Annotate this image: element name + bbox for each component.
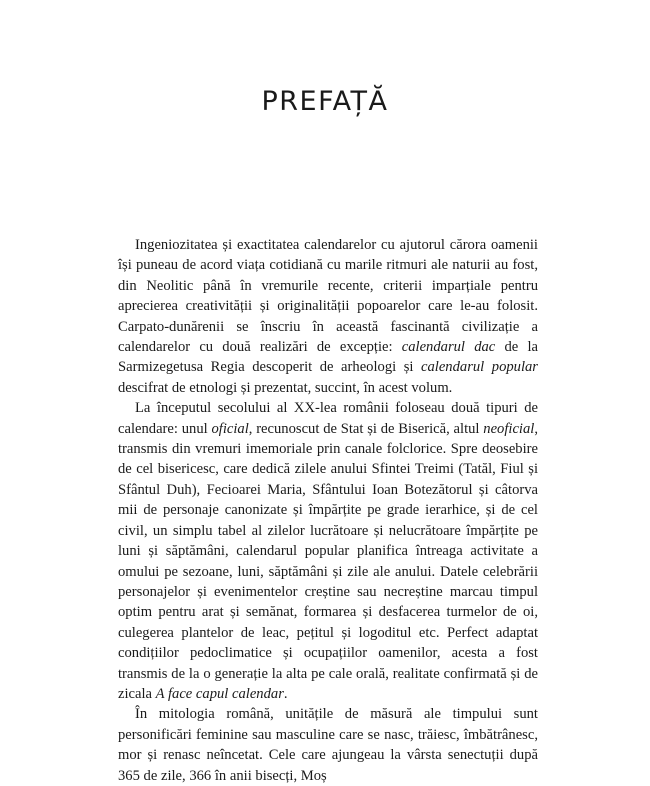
italic-phrase: calendarul popular xyxy=(421,359,538,376)
body-text xyxy=(118,235,538,786)
text-run: . xyxy=(283,685,288,702)
paragraph xyxy=(118,704,538,786)
text-run: descifrat de etnologi și prezentat, succint, în acest volum. xyxy=(118,379,453,396)
text-run: , transmis din vremuri imemoriale prin canale folclorice. Spre deosebire de cel bisericesc, care dedică zilele anului Sfintei Treimi (Tatăl, Fiul și Sfântul Duh), Fecioarei Maria, Sfântului Ioan Botezătorul și câtorva mii de personaje canonizate și împărțite pe grade ierarhice, și de cel civil, un simplu tabel al zilelor lucrătoare și nelucrătoare împărțite pe luni și săptămâni, calendarul popular planifica întreaga activitate a omului pe sezoane, luni, săptămâni și zile ale anului. Datele celebrării personajelor și evenimentelor creștine sau necreștine marcau timpul optim pentru arat și semănat, formarea și desfacerea turmelor de oi, culegerea plantelor de leac, pețitul și logoditul etc. Perfect adaptat condițiilor pedoclimatice și ocupațiilor oamenilor, acesta a fost transmis de la o generație la alta pe cale orală, realitate confirmată și de zicala xyxy=(118,420,538,702)
italic-phrase: A face capul calendar xyxy=(155,685,284,702)
italic-phrase: oficial xyxy=(211,420,249,437)
italic-phrase: neoficial xyxy=(483,420,535,437)
text-run: Ingeniozitatea și exactitatea calendarelor cu ajutorul cărora oamenii își puneau de acord viața cotidiană cu marile ritmuri ale naturii au fost, din Neolitic până în vremurile recente, criterii imparțiale pentru aprecierea creativității și originalității popoarelor care le-au folosit. Carpato-dunărenii se înscriu în această fascinantă civilizație a calendarelor cu două realizări de excepție: xyxy=(118,237,538,356)
page-title: PREFAȚĂ xyxy=(261,86,389,117)
text-run: , recunoscut de Stat și de Biserică, altul xyxy=(248,420,484,437)
text-run: de la Sarmizegetusa Regia descoperit de arheologi și xyxy=(118,339,538,376)
paragraph xyxy=(118,235,538,398)
italic-phrase: calendarul dac xyxy=(401,339,496,356)
text-run: În mitologia română, unitățile de măsură ale timpului sunt personificări feminine sau masculine care se nasc, trăiesc, îmbătrânesc, mor și renasc neîncetat. Cele care ajungeau la vârsta senectuții după 365 de zile, 366 în anii bisecți, Moș xyxy=(118,706,538,784)
text-run: La începutul secolului al XX-lea românii foloseau două tipuri de calendare: unul xyxy=(118,400,538,437)
paragraph xyxy=(118,398,538,704)
